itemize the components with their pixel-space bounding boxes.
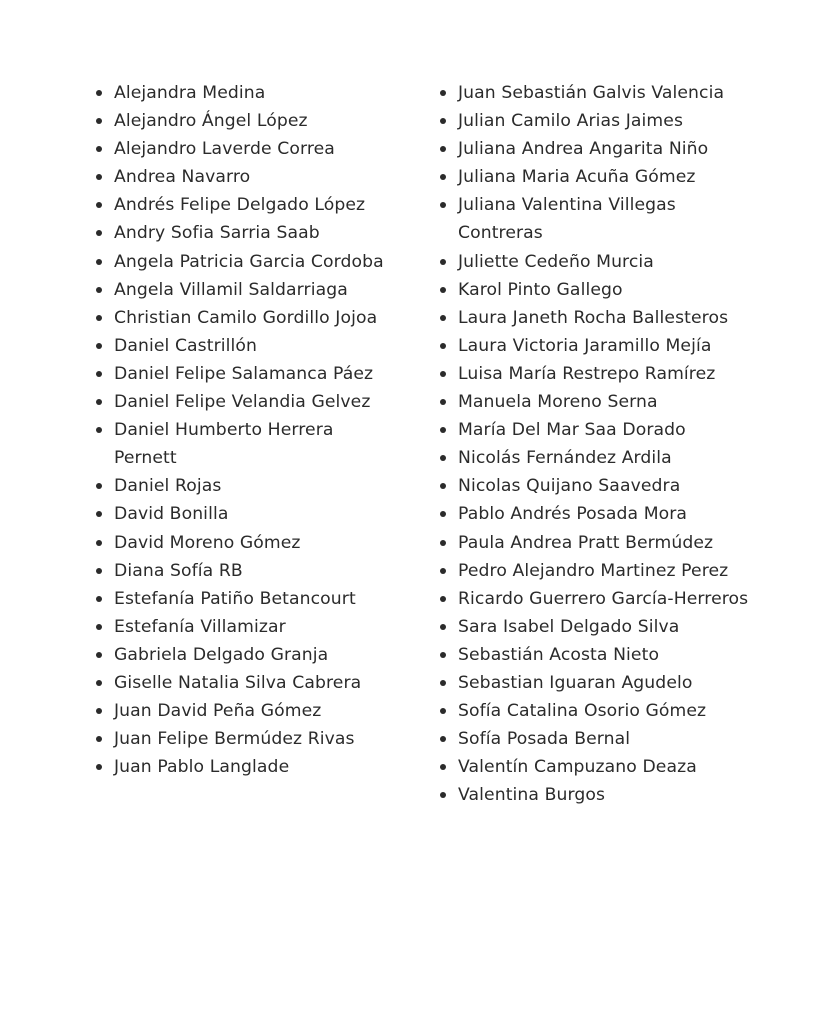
list-item: Laura Janeth Rocha Ballesteros (436, 304, 756, 332)
list-item: Daniel Humberto Herrera Pernett (92, 416, 392, 472)
list-item: Alejandra Medina (92, 79, 392, 107)
list-item: David Moreno Gómez (92, 529, 392, 557)
list-item: Laura Victoria Jaramillo Mejía (436, 332, 756, 360)
name-list-right (436, 79, 756, 809)
list-item: Sebastián Acosta Nieto (436, 641, 756, 669)
list-item: Juliana Valentina Villegas Contreras (436, 191, 756, 247)
list-item: María Del Mar Saa Dorado (436, 416, 756, 444)
list-item: Manuela Moreno Serna (436, 388, 756, 416)
list-item: Angela Patricia Garcia Cordoba (92, 248, 392, 276)
list-item: Juliana Andrea Angarita Niño (436, 135, 756, 163)
list-item: Valentín Campuzano Deaza (436, 753, 756, 781)
list-item: Sara Isabel Delgado Silva (436, 613, 756, 641)
list-item: Daniel Castrillón (92, 332, 392, 360)
list-item: Andry Sofia Sarria Saab (92, 219, 392, 247)
list-item: Juan David Peña Gómez (92, 697, 392, 725)
list-item: Nicolás Fernández Ardila (436, 444, 756, 472)
list-item: Juliana Maria Acuña Gómez (436, 163, 756, 191)
list-item: Ricardo Guerrero García-Herreros (436, 585, 756, 613)
list-item: Diana Sofía RB (92, 557, 392, 585)
list-item: Juan Sebastián Galvis Valencia (436, 79, 756, 107)
list-item: Andrés Felipe Delgado López (92, 191, 392, 219)
list-item: Christian Camilo Gordillo Jojoa (92, 304, 392, 332)
list-item: Andrea Navarro (92, 163, 392, 191)
list-item: Julian Camilo Arias Jaimes (436, 107, 756, 135)
list-item: Pablo Andrés Posada Mora (436, 500, 756, 528)
list-item: Daniel Rojas (92, 472, 392, 500)
list-item: Alejandro Laverde Correa (92, 135, 392, 163)
list-item: Paula Andrea Pratt Bermúdez (436, 529, 756, 557)
list-item: Giselle Natalia Silva Cabrera (92, 669, 392, 697)
name-list-left (92, 79, 392, 781)
list-item: Estefanía Patiño Betancourt (92, 585, 392, 613)
list-item: Angela Villamil Saldarriaga (92, 276, 392, 304)
list-item: Sofía Posada Bernal (436, 725, 756, 753)
list-item: Sofía Catalina Osorio Gómez (436, 697, 756, 725)
list-item: Nicolas Quijano Saavedra (436, 472, 756, 500)
list-item: Karol Pinto Gallego (436, 276, 756, 304)
list-item: Daniel Felipe Velandia Gelvez (92, 388, 392, 416)
list-item: Valentina Burgos (436, 781, 756, 809)
list-item: Daniel Felipe Salamanca Páez (92, 360, 392, 388)
list-item: Sebastian Iguaran Agudelo (436, 669, 756, 697)
list-item: David Bonilla (92, 500, 392, 528)
list-item: Pedro Alejandro Martinez Perez (436, 557, 756, 585)
list-item: Estefanía Villamizar (92, 613, 392, 641)
list-item: Juan Felipe Bermúdez Rivas (92, 725, 392, 753)
list-item: Gabriela Delgado Granja (92, 641, 392, 669)
list-item: Luisa María Restrepo Ramírez (436, 360, 756, 388)
list-item: Juliette Cedeño Murcia (436, 248, 756, 276)
list-item: Alejandro Ángel López (92, 107, 392, 135)
list-item: Juan Pablo Langlade (92, 753, 392, 781)
